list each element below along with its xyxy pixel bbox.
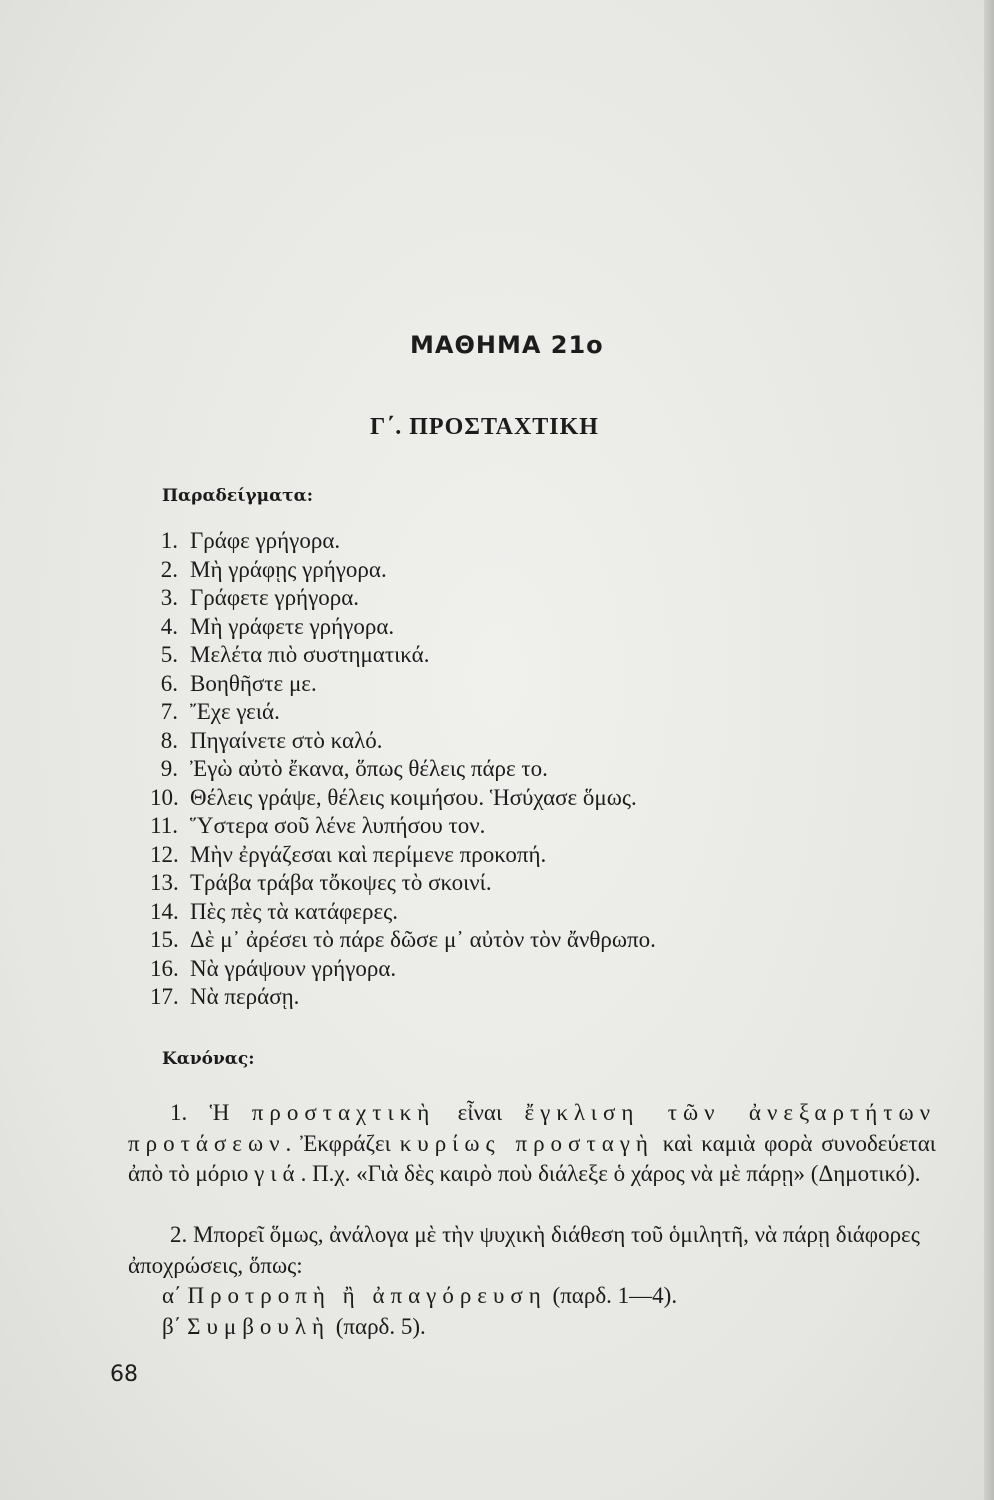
- example-item: 6. Βοηθῆστε με.: [160, 670, 317, 696]
- example-item: 8. Πηγαίνετε στὸ καλό.: [160, 727, 383, 753]
- rule-paragraph-2: 2. Μπορεῖ ὅμως, ἀνάλογα μὲ τὴν ψυχικὴ διάθεση τοῦ ὁμιλητῆ, νὰ πάρῃ διάφορες ἀποχρώσεις, ὅπως:: [128, 1222, 920, 1278]
- examples-list: [150, 527, 656, 1012]
- example-item: 7. Ἔχε γειά.: [160, 699, 280, 724]
- term-emphasis: κυρίως προσταγὴ: [399, 1130, 654, 1156]
- term-emphasis: προσταχτικὴ: [251, 1100, 436, 1125]
- examples-heading: Παραδείγματα:: [162, 486, 313, 506]
- rule-subitems: [162, 1281, 677, 1342]
- example-item: 5. Μελέτα πιὸ συστηματικά.: [160, 642, 430, 667]
- example-item: 17. Νὰ περάσῃ.: [150, 984, 300, 1009]
- example-item: 2. Μὴ γράφῃς γρήγορα.: [160, 556, 387, 582]
- rule-heading: Κανόνας:: [162, 1049, 255, 1069]
- lesson-title: ΜΑΘΗΜΑ 21ο: [410, 331, 604, 359]
- example-item: 4. Μὴ γράφετε γρήγορα.: [160, 613, 395, 639]
- term-emphasis: Συμβουλὴ: [187, 1313, 330, 1339]
- term-emphasis: Προτροπὴ ἢ ἀπαγόρευση: [187, 1283, 547, 1308]
- example-item: 11. Ὕστερα σοῦ λένε λυπήσου τον.: [150, 813, 486, 838]
- example-item: 14. Πὲς πὲς τὰ κατάφερες.: [150, 898, 398, 924]
- subitem: β΄ Συμβουλὴ (παρδ. 5).: [162, 1313, 426, 1339]
- example-item: 3. Γράφετε γρήγορα.: [160, 585, 360, 610]
- rule-paragraph-1: 1. Ἡ προσταχτικὴ εἶναι ἔγκλιση τῶν ἀνεξαρτήτων προτάσεων. Ἐκφράζει κυρίως προσταγὴ καὶ καμιὰ φορὰ συνοδεύεται ἀπὸ τὸ μόριο γιά. Π.χ. «Γιὰ δὲς καιρὸ ποὺ διάλεξε ὁ χάρος νὰ μὲ πάρῃ» (Δημοτικό).: [128, 1100, 937, 1186]
- example-item: 1. Γράφε γρήγορα.: [160, 528, 341, 553]
- example-item: 15. Δὲ μ᾿ ἀρέσει τὸ πάρε δῶσε μ᾿ αὐτὸν τὸν ἄνθρωπο.: [150, 927, 656, 952]
- section-title: Γ΄. ΠΡΟΣΤΑΧΤΙΚΗ: [370, 414, 599, 440]
- example-item: 12. Μὴν ἐργάζεσαι καὶ περίμενε προκοπή.: [150, 841, 547, 867]
- example-item: 10. Θέλεις γράψε, θέλεις κοιμήσου. Ἡσύχασε ὅμως.: [150, 784, 637, 810]
- page-edge-shadow: [984, 0, 994, 1500]
- example-item: 16. Νὰ γράψουν γρήγορα.: [150, 955, 397, 981]
- example-item: 9. Ἐγὼ αὐτὸ ἔκανα, ὅπως θέλεις πάρε το.: [160, 756, 548, 781]
- term-emphasis: γιά: [254, 1161, 301, 1186]
- subitem: α΄ Προτροπὴ ἢ ἀπαγόρευση (παρδ. 1—4).: [162, 1283, 678, 1308]
- example-item: 13. Τράβα τράβα τὄκοψες τὸ σκοινί.: [150, 870, 492, 895]
- term-emphasis: ἔγκλιση τῶν ἀνεξαρτήτων προτάσεων: [128, 1100, 937, 1156]
- page-number: 68: [110, 1362, 138, 1387]
